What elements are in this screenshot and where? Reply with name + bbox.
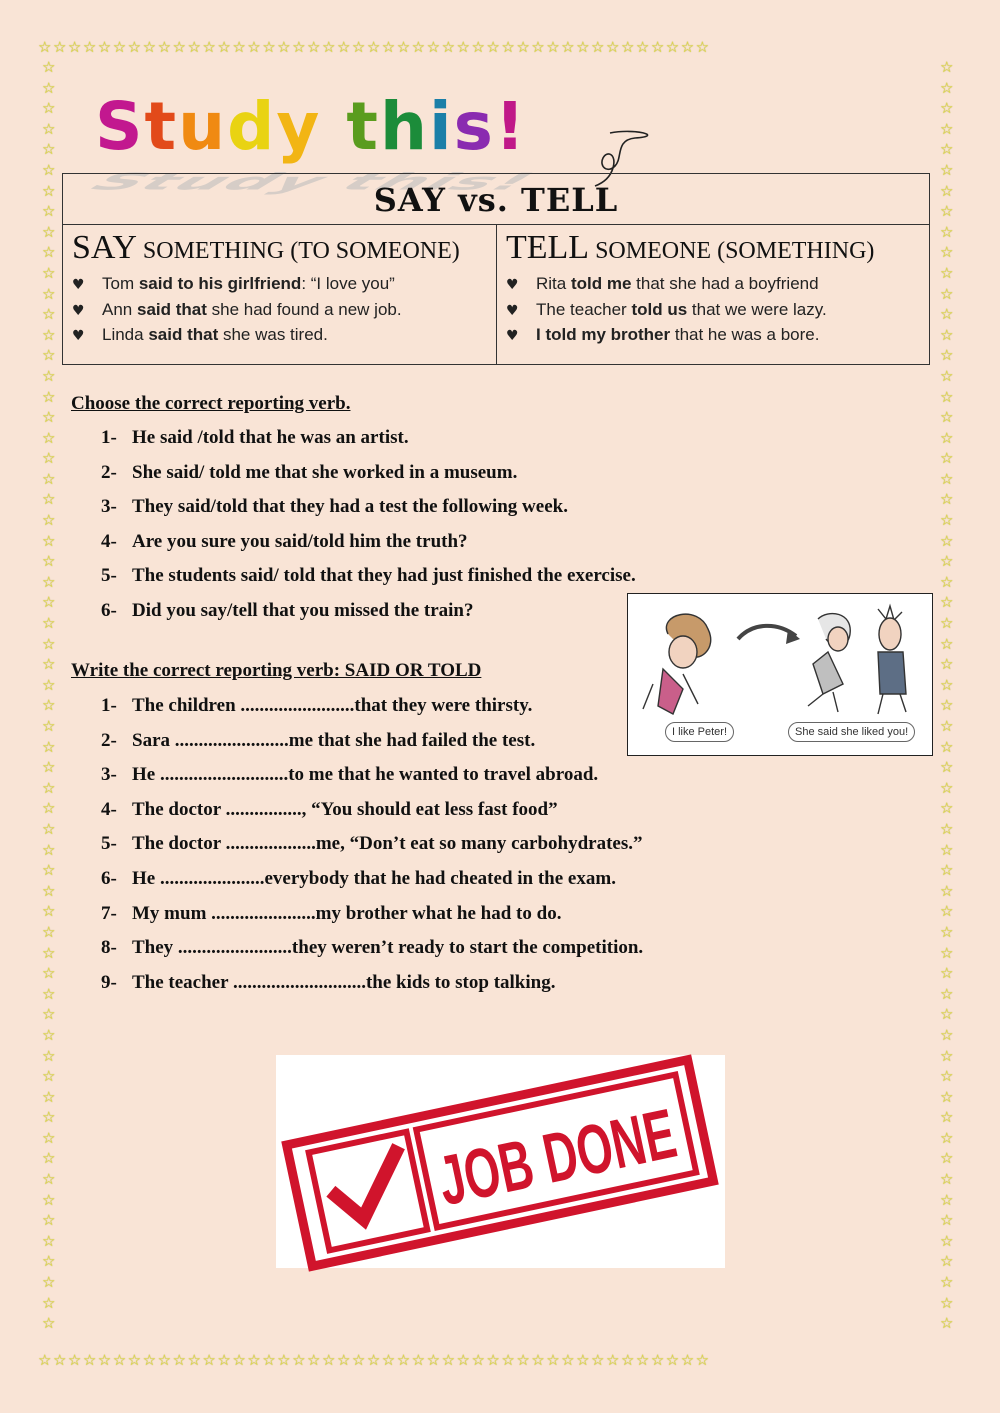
exercise-item: [101, 833, 643, 868]
say-word: SAY: [72, 229, 137, 266]
item-text: The students said/ told that they had just finished the exercise.: [132, 565, 636, 587]
item-number: 4-: [101, 798, 117, 820]
exercise2-list: [101, 695, 643, 1006]
heart-bullet-icon: ♥: [506, 328, 519, 344]
title-letter: !: [494, 88, 527, 165]
exercise-item: [101, 496, 636, 531]
item-number: 6-: [101, 867, 117, 889]
item-number: 9-: [101, 971, 117, 993]
title-letter: s: [453, 88, 495, 165]
exercise-item: [101, 764, 643, 799]
exercise-item: [101, 972, 643, 1007]
say-pattern: SOMETHING (TO SOMEONE): [136, 238, 460, 264]
stamp-text: JOB DONE: [431, 1067, 806, 1221]
item-number: 8-: [101, 937, 117, 959]
item-number: 1-: [101, 695, 117, 716]
heart-bullet-icon: ♥: [72, 328, 85, 344]
item-number: 5-: [101, 565, 117, 587]
item-number: 4-: [101, 530, 117, 552]
heart-bullet-icon: ♥: [506, 302, 519, 319]
item-number: 6-: [101, 599, 117, 621]
example-item: ♥ Rita told me that she had a boyfriend: [506, 271, 929, 297]
item-text: She said/ told me that she worked in a museum.: [132, 461, 518, 483]
exercise-item: [101, 730, 643, 765]
exercise-item: [101, 695, 643, 730]
item-text: He said /told that he was an artist.: [132, 427, 409, 448]
page-title: [75, 88, 655, 195]
heart-bullet-icon: ♥: [72, 277, 85, 293]
tell-column-title: [506, 229, 929, 267]
title-letter: h: [379, 88, 429, 165]
tell-pattern: SOMEONE (SOMETHING): [589, 238, 875, 264]
title-letter: u: [178, 88, 228, 165]
title-letter: y: [276, 88, 322, 165]
example-item: ♥ Tom said to his girlfriend: “I love you”: [72, 271, 496, 297]
example-item: ♥ The teacher told us that we were lazy.: [506, 297, 929, 323]
exercise-item: [101, 565, 636, 600]
exercise-item: [101, 903, 643, 938]
speech-bubble-left: I like Peter!: [665, 722, 734, 742]
table-heading: SAY vs. TELL: [63, 174, 929, 225]
example-item: ♥ Linda said that she was tired.: [72, 322, 496, 348]
title-shadow: Study this!: [75, 168, 552, 195]
title-letter: d: [227, 88, 277, 165]
item-number: 3-: [101, 764, 117, 786]
tell-word: TELL: [506, 229, 590, 266]
item-number: 3-: [101, 496, 117, 518]
title-text: [95, 88, 527, 165]
cartoon-illustration: [627, 593, 933, 756]
exercise-item: [101, 937, 643, 972]
title-letter: t: [346, 88, 380, 165]
exercise1-title: Choose the correct reporting verb.: [71, 393, 351, 414]
item-number: 2-: [101, 729, 117, 751]
item-text: They ........................they weren’t ready to start the competition.: [132, 937, 644, 959]
item-text: The doctor ...................me, “Don’t eat so many carbohydrates.”: [132, 833, 643, 855]
item-text: Sara ........................me that she had failed the test.: [132, 729, 536, 751]
exercise-item: [101, 531, 636, 566]
item-text: They said/told that they had a test the following week.: [132, 496, 568, 518]
title-letter: S: [95, 88, 145, 165]
say-tell-table: [62, 173, 930, 365]
item-text: He ...........................to me that he wanted to travel abroad.: [132, 764, 599, 786]
say-column-title: [72, 229, 496, 267]
star-border-top: ☆☆☆☆☆☆☆☆☆☆☆☆☆☆☆☆☆☆☆☆☆☆☆☆☆☆☆☆☆☆☆☆☆☆☆☆☆☆☆☆☆☆☆☆☆: [38, 38, 711, 56]
tell-examples: [506, 271, 929, 348]
item-text: Did you say/tell that you missed the train?: [132, 599, 474, 621]
job-done-stamp-graphic: [276, 1055, 806, 1268]
item-text: Are you sure you said/told him the truth?: [132, 530, 468, 552]
job-done-stamp: [276, 1055, 806, 1268]
item-text: The teacher ............................the kids to stop talking.: [132, 971, 556, 993]
exercise2-title: Write the correct reporting verb: SAID OR TOLD: [71, 660, 482, 681]
item-number: 1-: [101, 427, 117, 448]
title-letter: i: [428, 88, 454, 165]
title-letter: t: [144, 88, 179, 165]
item-text: The children ........................that they were thirsty.: [132, 695, 533, 716]
item-text: He ......................everybody that he had cheated in the exam.: [132, 867, 616, 889]
star-border-bottom: ☆☆☆☆☆☆☆☆☆☆☆☆☆☆☆☆☆☆☆☆☆☆☆☆☆☆☆☆☆☆☆☆☆☆☆☆☆☆☆☆☆☆☆☆☆: [38, 1351, 711, 1369]
exercise1-list: [101, 427, 636, 635]
heart-bullet-icon: ♥: [72, 302, 85, 319]
title-letter: [321, 88, 346, 165]
star-border-left: ☆ ☆ ☆ ☆ ☆ ☆ ☆ ☆ ☆ ☆ ☆ ☆ ☆ ☆ ☆ ☆ ☆ ☆ ☆ ☆ ☆ ☆ ☆ ☆ ☆ ☆ ☆ ☆ ☆ ☆ ☆ ☆ ☆ ☆ ☆ ☆ ☆ ☆ ☆ ☆ ☆ ☆ ☆ ☆ ☆ ☆ ☆ ☆ ☆ ☆ ☆ ☆ ☆ ☆ ☆ ☆ ☆ ☆ ☆ ☆ ☆ ☆: [42, 58, 56, 1333]
exercise-item: [101, 868, 643, 903]
item-number: 2-: [101, 461, 117, 483]
exercise-item: [101, 427, 636, 462]
item-text: My mum ......................my brother what he had to do.: [132, 902, 562, 924]
exercise-item: [101, 462, 636, 497]
tell-column: [496, 225, 929, 365]
star-border-right: ☆ ☆ ☆ ☆ ☆ ☆ ☆ ☆ ☆ ☆ ☆ ☆ ☆ ☆ ☆ ☆ ☆ ☆ ☆ ☆ ☆ ☆ ☆ ☆ ☆ ☆ ☆ ☆ ☆ ☆ ☆ ☆ ☆ ☆ ☆ ☆ ☆ ☆ ☆ ☆ ☆ ☆ ☆ ☆ ☆ ☆ ☆ ☆ ☆ ☆ ☆ ☆ ☆ ☆ ☆ ☆ ☆ ☆ ☆ ☆ ☆ ☆: [940, 58, 954, 1333]
speech-bubble-right: She said she liked you!: [788, 722, 915, 742]
heart-bullet-icon: ♥: [506, 277, 519, 293]
item-number: 7-: [101, 902, 117, 924]
exercise-item: [101, 600, 636, 635]
exercise-item: [101, 799, 643, 834]
item-number: 5-: [101, 833, 117, 855]
item-text: The doctor ................, “You should eat less fast food”: [132, 798, 558, 820]
example-item: ♥ I told my brother that he was a bore.: [506, 322, 929, 348]
example-item: ♥ Ann said that she had found a new job.: [72, 297, 496, 323]
say-examples: [72, 271, 496, 348]
say-column: [63, 225, 496, 365]
